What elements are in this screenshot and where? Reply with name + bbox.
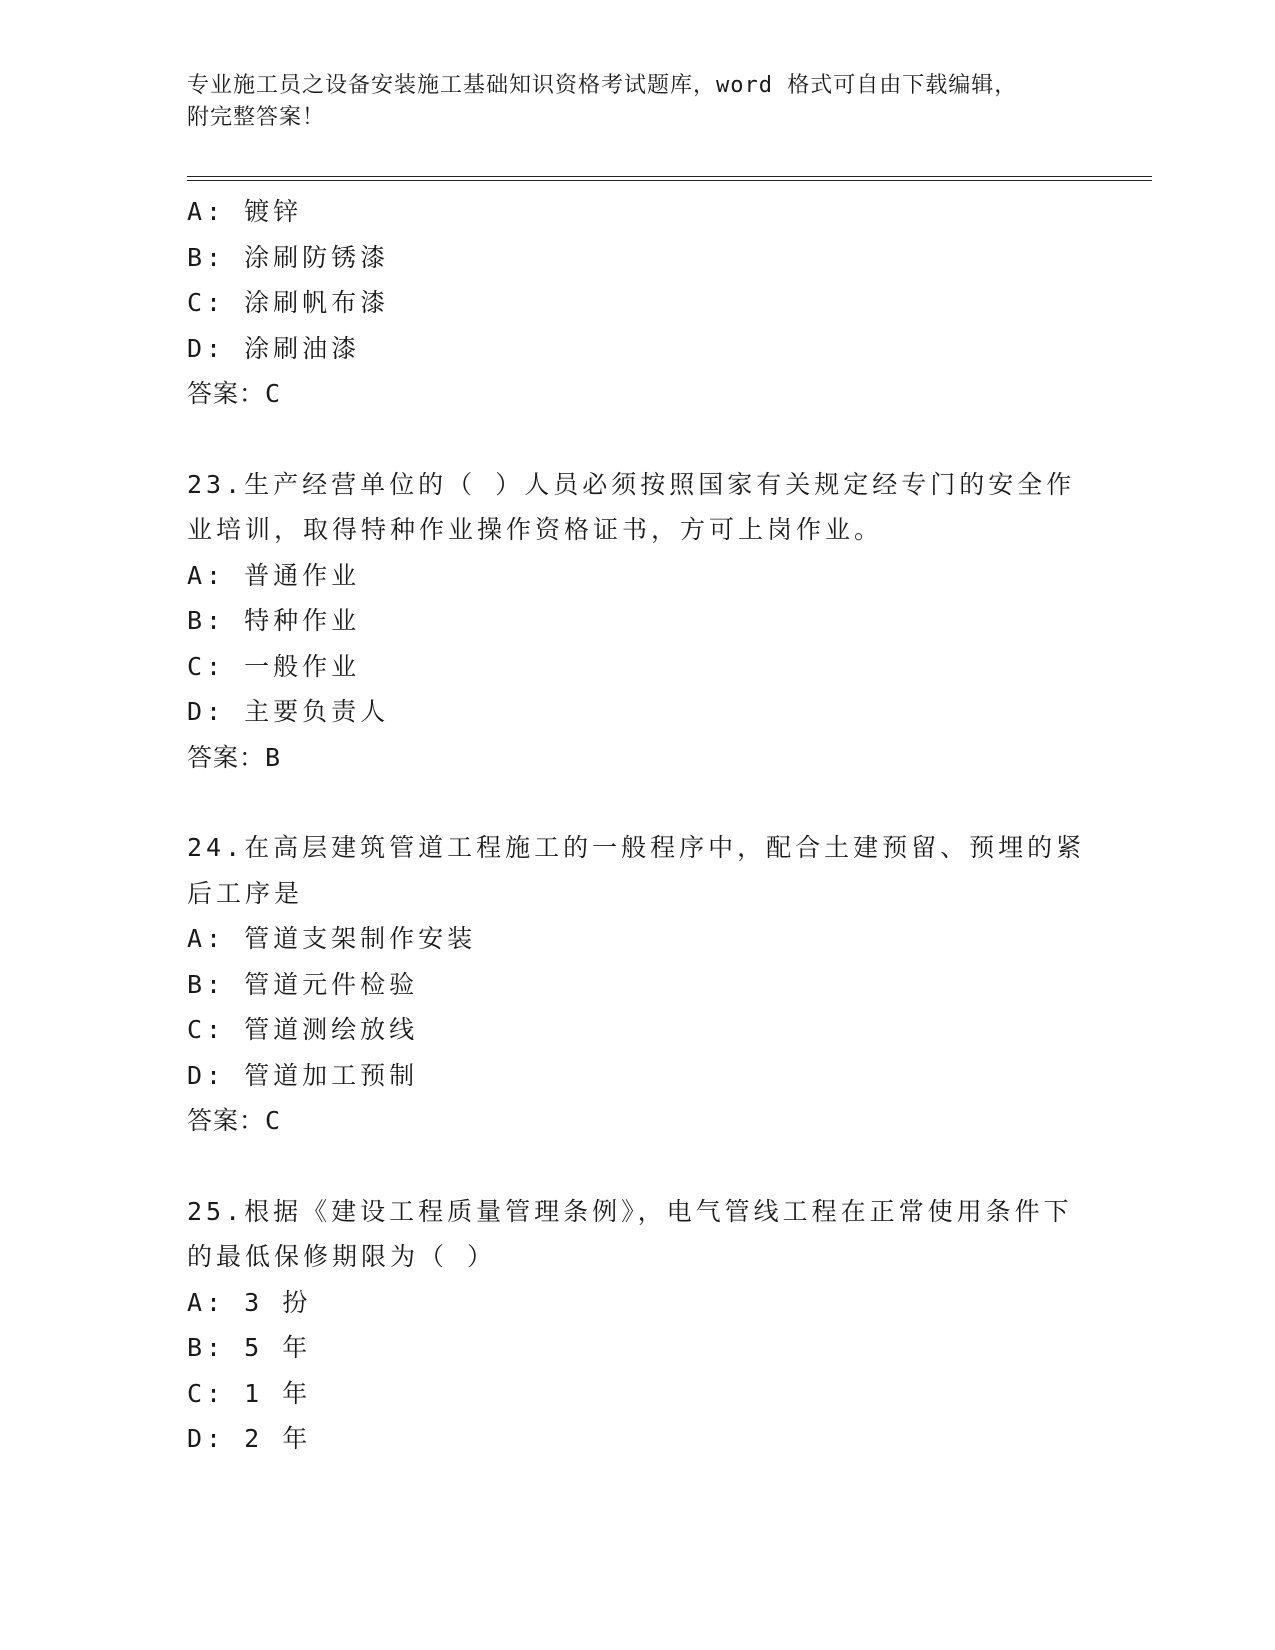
answer: 答案：C: [187, 1106, 282, 1135]
option-b: B: 管道元件检验: [187, 969, 419, 999]
question-text-line-1: 25.根据《建设工程质量管理条例》，电气管线工程在正常使用条件下: [187, 1196, 1073, 1226]
question-content: [187, 189, 1087, 1462]
option-a: A: 管道支架制作安装: [187, 924, 477, 953]
question-text-line-1: 23.生产经营单位的（ ）人员必须按照国家有关规定经专门的安全作: [187, 469, 1076, 499]
header-divider: [187, 176, 1152, 181]
answer: 答案：C: [187, 379, 282, 408]
option-c: C: 一般作业: [187, 651, 361, 681]
question-25: [187, 1189, 1087, 1462]
option-b: B: 5 年: [187, 1333, 312, 1362]
question-23: [187, 462, 1087, 781]
question-text-line-1: 24.在高层建筑管道工程施工的一般程序中，配合土建预留、预埋的紧: [187, 833, 1086, 862]
option-b: B: 特种作业: [187, 606, 361, 635]
option-d: D: 管道加工预制: [187, 1060, 419, 1090]
header-line-2: 附完整答案！: [187, 105, 326, 130]
question-24: [187, 825, 1087, 1144]
header-line-1: 专业施工员之设备安装施工基础知识资格考试题库，word 格式可自由下载编辑，: [187, 73, 1018, 98]
question-text-line-2: 的最低保修期限为（ ）: [187, 1242, 497, 1271]
question-text-line-2: 业培训，取得特种作业操作资格证书，方可上岗作业。: [187, 515, 884, 544]
answer: 答案：B: [187, 742, 282, 772]
option-a: A: 3 扮: [187, 1287, 312, 1317]
question-22-continued: [187, 189, 1087, 417]
option-d: D: 涂刷油漆: [187, 333, 361, 363]
option-c: C: 1 年: [187, 1378, 312, 1408]
option-d: D: 主要负责人: [187, 697, 390, 726]
question-text-line-2: 后工序是: [187, 878, 304, 908]
option-a: A: 普通作业: [187, 560, 361, 590]
option-c: C: 管道测绘放线: [187, 1015, 419, 1044]
option-a: A: 镀锌: [187, 197, 303, 226]
option-c: C: 涂刷帆布漆: [187, 288, 390, 317]
option-b: B: 涂刷防锈漆: [187, 242, 390, 272]
document-header: [187, 70, 1087, 134]
option-d: D: 2 年: [187, 1424, 312, 1453]
